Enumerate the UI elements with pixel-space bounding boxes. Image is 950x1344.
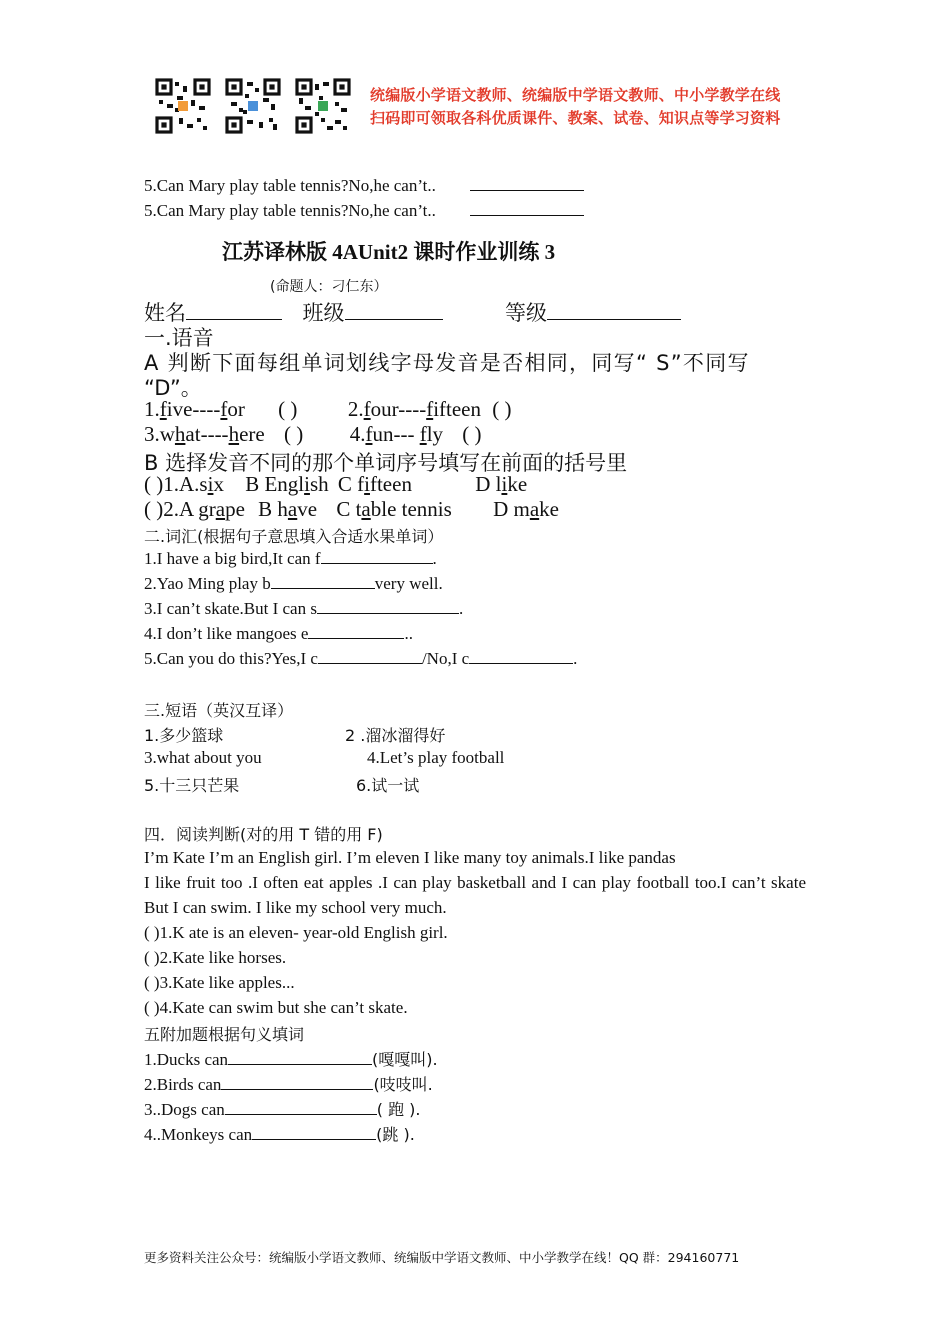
judge-item-3: ( )3.Kate like apples... [144, 973, 295, 992]
student-info-line [144, 297, 681, 327]
answer-paren: ( ) [283, 422, 304, 446]
repeat-line-text: 5.Can Mary play table tennis?No,he can’t.. [144, 201, 436, 220]
section-1-heading: 一.语音 [144, 326, 214, 350]
banner-text [370, 84, 780, 130]
banner-line-1: 统编版小学语文教师、统编版中学语文教师、中小学教学在线 [370, 86, 781, 104]
answer-paren: ( ) [144, 948, 160, 967]
section-5-heading: 五附加题根据句义填词 [144, 1025, 305, 1044]
answer-paren: ( ) [144, 998, 160, 1017]
phonics-row-1: 1.five----for ( ) 2.four----fifteen ( ) [144, 397, 512, 421]
answer-blank [228, 1050, 372, 1065]
passage-paragraph: I like fruit too .I often eat apples .I can play basketball and I can play football too.I can’t skate But I can swim. I like my school very much. [144, 873, 806, 917]
page-title: 江苏译林版 4AUnit2 课时作业训练 3 [222, 240, 556, 264]
name-blank [186, 301, 282, 320]
vocab-item-5: 5.Can you do this?Yes,I c /No,I c . [144, 649, 578, 668]
answer-paren: ( ) [144, 973, 160, 992]
answer-blank [225, 1100, 377, 1115]
banner-line-2: 扫码即可领取各科优质课件、教案、试卷、知识点等学习资料 [370, 109, 781, 127]
bonus-item-1: 1.Ducks can (嘎嘎叫). [144, 1050, 438, 1069]
answer-blank [308, 624, 404, 639]
phonics-row-2: 3.what----here ( ) 4.fun--- fly ( ) [144, 422, 482, 446]
repeat-line-text: 5.Can Mary play table tennis?No,he can’t.. [144, 176, 436, 195]
answer-blank [252, 1125, 376, 1140]
passage-line-1: I’m Kate I’m an English girl. I’m eleven I like many toy animals.I like pandas [144, 848, 676, 867]
answer-blank [318, 649, 422, 664]
judge-item-1: ( )1.K ate is an eleven- year-old English girl. [144, 923, 448, 942]
section-1a-instruction-cont: “D”。 [144, 376, 202, 400]
phrase-row-3: 5.十三只芒果 6.试一试 [144, 776, 420, 795]
answer-blank [470, 201, 584, 216]
answer-paren: ( ) [278, 397, 298, 421]
answer-blank [469, 649, 573, 664]
phrase-row-1: 1.多少篮球 2 .溜冰溜得好 [144, 726, 446, 745]
answer-blank [271, 574, 375, 589]
qr-code-icon [225, 78, 281, 134]
header-banner [155, 78, 805, 136]
bonus-item-2: 2.Birds can (吱吱叫. [144, 1075, 433, 1094]
vocab-item-4: 4.I don’t like mangoes e .. [144, 624, 413, 643]
grade-label: 等级 [505, 301, 547, 325]
answer-paren: ( ) [492, 397, 512, 421]
section-2-heading: 二.词汇(根据句子意思填入合适水果单词） [144, 527, 444, 546]
page-footer: 更多资料关注公众号：统编版小学语文教师、统编版中学语文教师、中小学教学在线！QQ 群：294160771 [144, 1250, 740, 1265]
author-line: (命题人：刁仁东） [270, 279, 388, 295]
section-1a-instruction: A 判断下面每组单词划线字母发音是否相同，同写“ S”不同写 [144, 351, 750, 375]
qr-code-icon [295, 78, 351, 134]
answer-blank [317, 599, 459, 614]
answer-paren: ( ) [144, 472, 164, 496]
judge-item-2: ( )2.Kate like horses. [144, 948, 287, 967]
answer-blank [470, 176, 584, 191]
section-4-heading: 四．阅读判断(对的用 T 错的用 F) [144, 825, 383, 844]
answer-paren: ( ) [144, 497, 164, 521]
section-3-heading: 三.短语（英汉互译） [144, 701, 294, 720]
qr-code-icon [155, 78, 211, 134]
choice-row-1: ( )1.A.six B English C fifteen D like [144, 472, 528, 496]
vocab-item-1: 1.I have a big bird,It can f . [144, 549, 437, 568]
answer-blank [221, 1075, 373, 1090]
answer-blank [321, 549, 433, 564]
vocab-item-3: 3.I can’t skate.But I can s . [144, 599, 464, 618]
grade-blank [547, 301, 681, 320]
bonus-item-3: 3..Dogs can ( 跑 ). [144, 1100, 421, 1119]
bonus-item-4: 4..Monkeys can (跳 ). [144, 1125, 415, 1144]
answer-paren: ( ) [462, 422, 482, 446]
answer-paren: ( ) [144, 923, 160, 942]
section-1b-instruction: B 选择发音不同的那个单词序号填写在前面的括号里 [144, 451, 628, 475]
choice-row-2: ( )2.A grape B have C table tennis D make [144, 497, 559, 521]
name-label: 姓名 [144, 301, 186, 325]
phrase-row-2: 3.what about you 4.Let’s play football [144, 748, 505, 767]
repeat-line [144, 201, 584, 221]
class-blank [345, 301, 443, 320]
vocab-item-2: 2.Yao Ming play b very well. [144, 574, 443, 593]
judge-item-4: ( )4.Kate can swim but she can’t skate. [144, 998, 408, 1017]
class-label: 班级 [302, 301, 345, 325]
repeat-line [144, 176, 584, 196]
